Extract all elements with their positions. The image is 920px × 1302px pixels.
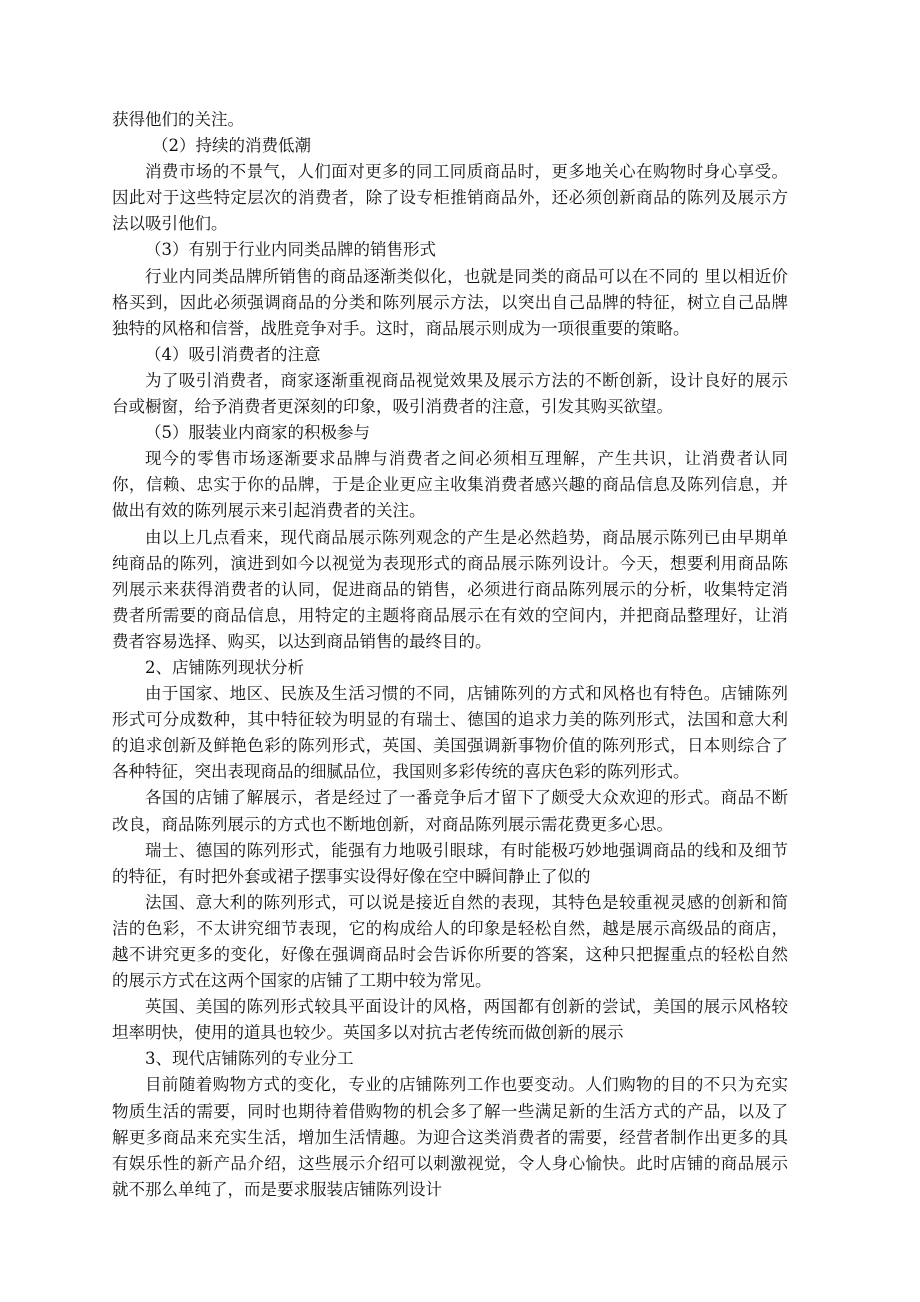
section-heading: （4）吸引消费者的注意 bbox=[145, 344, 321, 364]
paragraph: 行业内同类品牌所销售的商品逐渐类似化，也就是同类的商品可以在不同的 里以相近价格买到，因此必须强调商品的分类和陈列展示方法，以突出自己品牌的特征，树立自己品牌独特的风格和信誉，战胜竞争对手。这时，商品展示则成为一项很重要的策略。 bbox=[112, 266, 788, 338]
document-body bbox=[112, 107, 788, 1203]
paragraph: 各国的店铺了解展示，者是经过了一番竞争后才留下了颇受大众欢迎的形式。商品不断改良，商品陈列展示的方式也不断地创新，对商品陈列展示需花费更多心思。 bbox=[112, 788, 788, 834]
paragraph: 法国、意大利的陈列形式，可以说是接近自然的表现，其特色是较重视灵感的创新和简洁的色彩，不太讲究细节表现，它的构成给人的印象是轻松自然，越是展示高级品的商店，越不讲究更多的变化，好像在强调商品时会告诉你所要的答案，这种只把握重点的轻松自然的展示方式在这两个国家的店铺了工期中较为常见。 bbox=[112, 892, 788, 991]
paragraph: 由于国家、地区、民族及生活习惯的不同，店铺陈列的方式和风格也有特色。店铺陈列形式可分成数种，其中特征较为明显的有瑞士、德国的追求力美的陈列形式，法国和意大利的追求创新及鲜艳色彩的陈列形式，英国、美国强调新事物价值的陈列形式，日本则综合了各种特征，突出表现商品的细腻品位，我国则多彩传统的喜庆色彩的陈列形式。 bbox=[112, 684, 788, 782]
section-heading: （2）持续的消费低潮 bbox=[152, 136, 311, 156]
paragraph: 目前随着购物方式的变化，专业的店铺陈列工作也要变动。人们购物的目的不只为充实物质生活的需要，同时也期待着借购物的机会多了解一些满足新的生活方式的产品，以及了解更多商品来充实生活，增加生活情趣。为迎合这类消费者的需要，经营者制作出更多的具有娱乐性的新产品介绍，这些展示介绍可以刺激视觉，令人身心愉快。此时店铺的商品展示就不那么单纯了，而是要求服装店铺陈列设计 bbox=[112, 1075, 788, 1199]
section-heading: （5）服装业内商家的积极参与 bbox=[145, 423, 370, 443]
paragraph: 瑞士、德国的陈列形式，能强有力地吸引眼球，有时能极巧妙地强调商品的线和及细节的特征，有时把外套或裙子摆事实设得好像在空中瞬间静止了似的 bbox=[112, 840, 788, 886]
paragraph: 英国、美国的陈列形式较具平面设计的风格，两国都有创新的尝试，美国的展示风格较坦率明快，使用的道具也较少。英国多以对抗古老传统而做创新的展示 bbox=[112, 997, 788, 1043]
section-heading: （3）有别于行业内同类品牌的销售形式 bbox=[145, 240, 436, 260]
paragraph: 获得他们的关注。 bbox=[112, 110, 244, 129]
section-heading: 2、店铺陈列现状分析 bbox=[145, 657, 304, 677]
paragraph: 为了吸引消费者，商家逐渐重视商品视觉效果及展示方法的不断创新，设计良好的展示台或橱窗，给予消费者更深刻的印象，吸引消费者的注意，引发其购买欲望。 bbox=[112, 370, 788, 417]
section-heading: 3、现代店铺陈列的专业分工 bbox=[145, 1049, 354, 1069]
paragraph: 由以上几点看来，现代商品展示陈列观念的产生是必然趋势，商品展示陈列已由早期单纯商品的陈列，演进到如今以视觉为表现形式的商品展示陈列设计。今天，想要利用商品陈列展示来获得消费者的认同，促进商品的销售，必须进行商品陈列展示的分析，收集特定消费者所需要的商品信息，用特定的主题将商品展示在有效的空间内，并把商品整理好，让消费者容易选择、购买，以达到商品销售的最终目的。 bbox=[112, 527, 788, 651]
paragraph: 消费市场的不景气，人们面对更多的同工同质商品时，更多地关心在购物时身心享受。因此对于这些特定层次的消费者，除了设专柜推销商品外，还必须创新商品的陈列及展示方法以吸引他们。 bbox=[112, 162, 788, 234]
paragraph: 现今的零售市场逐渐要求品牌与消费者之间必须相互理解，产生共识，让消费者认同你，信赖、忠实于你的品牌，于是企业更应主收集消费者感兴趣的商品信息及陈列信息，并做出有效的陈列展示来引起消费者的关注。 bbox=[112, 449, 788, 521]
